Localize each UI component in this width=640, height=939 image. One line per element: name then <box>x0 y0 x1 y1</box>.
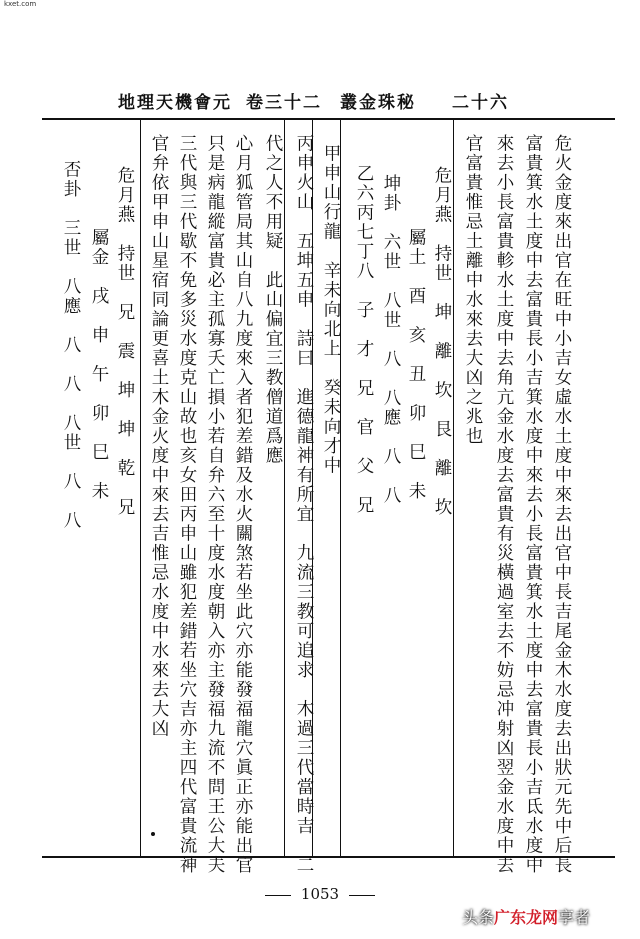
column-divider <box>140 120 141 856</box>
page-number: 1053 <box>300 885 340 903</box>
running-header <box>0 88 640 120</box>
text-column: 危火金度來出官在旺中小吉女虛水土度中來去出官中長吉尾金木水度去出狀元先中后長 <box>552 134 572 875</box>
table-column: 屬土 酉 亥 丑 卯 巳 未 <box>406 228 426 501</box>
column-divider <box>453 120 454 856</box>
page-footer <box>0 885 640 903</box>
watermark-brand: 广东龙网 <box>494 908 559 927</box>
column-divider <box>284 120 285 856</box>
watermark-suffix: 享者 <box>558 908 591 927</box>
text-column: 只是病龍縱富貴必主孤寡夭亡損小若自弁六至十度水度朝入亦主發福九流不問王公大夫 <box>205 134 225 875</box>
text-column: 心月狐管局其山自八九度來入者犯差錯及水火關煞若坐此穴亦能發福龍穴眞正亦能出官 <box>233 134 253 875</box>
watermark-prefix: 头条 <box>462 908 495 927</box>
table-column: 乙六丙七丁八 子 才 兄 官 父 兄 <box>354 164 374 515</box>
text-column: 官富貴惟忌土離中水來去大凶之兆也 <box>463 134 483 446</box>
section-label: 叢金珠秘 <box>340 93 416 113</box>
footer-dash <box>265 895 291 896</box>
volume-label: 卷三十二 <box>246 93 322 113</box>
table-column: 坤卦 六世 八世 八 八應 八 八 <box>381 174 401 506</box>
text-column: 代之人不用疑 此山偏宜三教僧道爲應 <box>263 134 283 466</box>
text-column: 富貴箕水土度中去富貴長小吉箕水度中來去小長富貴箕水土度中去富貴長小吉氐水度中 <box>523 134 543 875</box>
ink-dot <box>151 832 155 836</box>
text-column: 三代與三代歇不免多災水度克山故也亥女田丙申山雖犯差錯若坐穴吉亦主四代富貴流神 <box>177 134 197 875</box>
text-column: 甲申山行龍 辛未向北上 癸未向才中 <box>321 144 341 476</box>
book-title: 地理天機會元 <box>118 93 232 113</box>
page-label: 二十六 <box>452 93 509 113</box>
text-column: 丙申火山 五坤五申 詩曰 進德龍神有所宜 九流三教可追求 木過三代當時吉 二 <box>294 134 314 875</box>
source-mark: kxet.com <box>4 0 37 8</box>
text-frame <box>42 118 615 875</box>
table-column: 屬金 戌 申 午 卯 巳 未 <box>89 228 109 501</box>
footer-dash <box>349 895 375 896</box>
table-column: 危月燕 持世 兄 震 坤 坤 乾 兄 <box>115 166 135 517</box>
text-column: 官弁依甲申山星宿同論更喜土木金火度中來去吉惟忌水度中水來去大凶 <box>149 134 169 739</box>
column-divider <box>312 120 313 856</box>
table-column: 否卦 三世 八應 八 八 八世 八 八 <box>61 160 81 531</box>
text-column: 來去小長富貴軫水土度中去角亢金水度去富貴有災橫過室去不妨忌冲射凶翌金水度中去 <box>494 134 514 875</box>
watermark <box>462 905 590 928</box>
table-column: 危月燕 持世 坤 離 坎 艮 離 坎 <box>432 166 452 517</box>
column-divider <box>340 120 341 856</box>
